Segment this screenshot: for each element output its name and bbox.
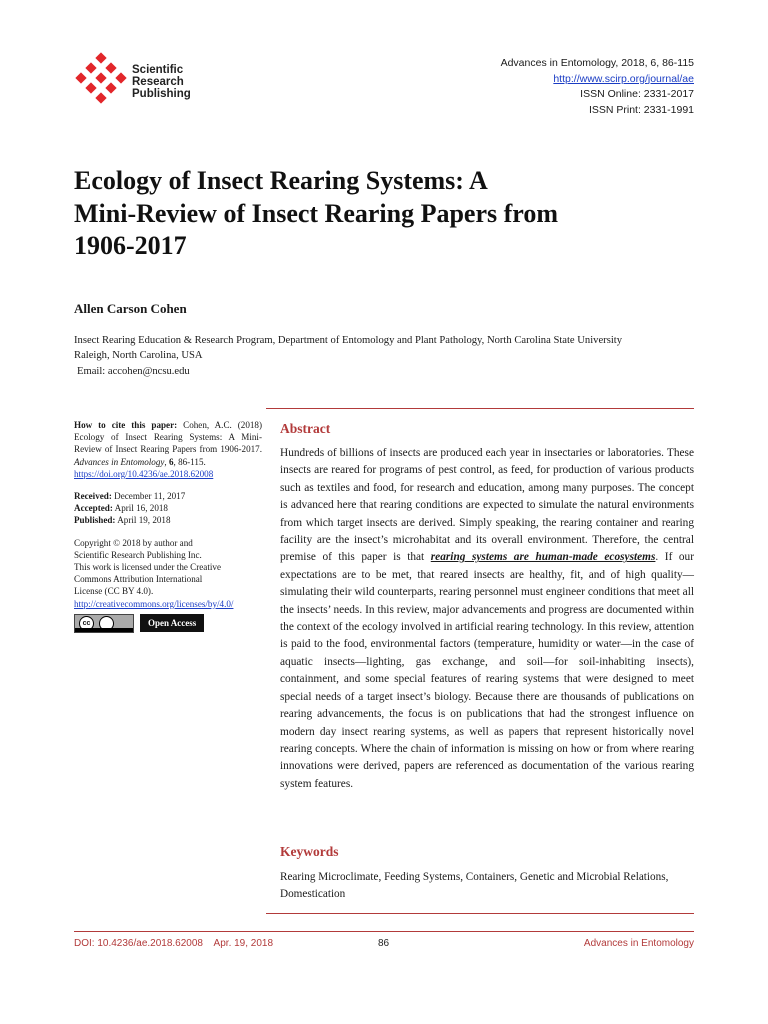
- cc-icon: cc: [79, 616, 94, 631]
- open-access-badge: Open Access: [140, 614, 204, 632]
- issn-online: ISSN Online: 2331-2017: [580, 88, 694, 100]
- cite-pages: , 86-115.: [173, 456, 206, 467]
- page-footer: [74, 938, 694, 949]
- keywords-text: Rearing Microclimate, Feeding Systems, Containers, Genetic and Microbial Relations, Domestication: [280, 871, 669, 900]
- abstract-text-part: . If our expectations are to be met, that reared insects are healthy, fit, and of high quality—simulating their wild counterparts, rearing personnel must engineer conditions that meet all the insects’ needs. In this review, major advancements and progress are documented within the context of the ecology involved in artificial rearing technology. In this review, attention is paid to the food, environmental factors (temperature, humidity or water—in the case of aquatic insects—lighting, gas exchange, and soil—for soil-inhabiting insects), containment, and some special features of rearing systems that were designed to meet special needs of a target insect’s biology. Because there are thousands of publications on rearing advancements, the focus is on publications that had the strongest influence on modern day insect rearing systems, as well as papers that represent historically novel rearing concepts. Where the chain of information is missing on how or from where rearing innovations were derived, papers are referenced as documentation of the various rearing system features.: [280, 551, 695, 790]
- affiliation-line: Insect Rearing Education & Research Program, Department of Entomology and Plant Pathology, North Carolina State University: [74, 335, 623, 346]
- keywords-bottom-rule: [266, 913, 694, 914]
- doi-link[interactable]: https://doi.org/10.4236/ae.2018.62008: [74, 468, 214, 479]
- copyright-line: Copyright © 2018 by author and: [74, 537, 193, 548]
- how-to-cite: [74, 419, 262, 480]
- journal-info: [501, 56, 694, 118]
- published-date: [74, 514, 262, 526]
- footer-rule: [74, 931, 694, 932]
- date-value: April 19, 2018: [115, 515, 171, 526]
- affiliation: [74, 333, 714, 363]
- cite-text: Cohen, A.C. (2018) Ecology of Insect Rearing Systems: A Mini-Review of Insect Rearing Papers from 1906-2017.: [74, 420, 262, 455]
- date-value: April 16, 2018: [112, 503, 168, 514]
- cc-by-badge-icon[interactable]: [74, 614, 134, 633]
- copyright-notice: [74, 537, 262, 610]
- date-label: Published:: [74, 515, 116, 526]
- cite-separator: ,: [164, 456, 169, 467]
- logo-text-line: Research: [132, 76, 184, 88]
- abstract-text-part: Hundreds of billions of insects are produced each year in insectaries or laboratories. These insects are reared for programs of pest control, as feed, for production of various products such as textiles and food, for research and education, among many purposes. The concept is advanced here that rearing conditions are expected to simulate the natural environments from which target insects are derived. Simply speaking, the rearing container and rearing facility are the insect’s microhabitat and its overall environment. Therefore, the central premise of this paper is that: [280, 447, 694, 564]
- cite-label: How to cite this paper:: [74, 420, 178, 430]
- keywords-heading: Keywords: [280, 844, 339, 859]
- affiliation-line: Raleigh, North Carolina, USA: [74, 350, 203, 361]
- date-value: December 11, 2017: [111, 491, 186, 502]
- received-date: [74, 490, 262, 502]
- license-link[interactable]: http://creativecommons.org/licenses/by/4.0/: [74, 598, 234, 609]
- title-line: 1906-2017: [74, 231, 187, 260]
- abstract-heading: Abstract: [280, 421, 331, 436]
- abstract-top-rule: [266, 408, 694, 409]
- logo-text-line: Publishing: [132, 88, 191, 100]
- issn-print: ISSN Print: 2331-1991: [588, 103, 694, 116]
- title-line: Mini-Review of Insect Rearing Papers from: [74, 198, 559, 228]
- publication-dates: [74, 490, 262, 527]
- date-label: Accepted:: [74, 503, 113, 514]
- logo-text-line: Scientific: [132, 64, 184, 76]
- journal-url-link[interactable]: http://www.scirp.org/journal/ae: [553, 72, 694, 85]
- copyright-line: Scientific Research Publishing Inc.: [74, 549, 202, 560]
- accepted-date: [74, 502, 262, 514]
- author-email: Email: accohen@ncsu.edu: [77, 366, 190, 377]
- copyright-line: This work is licensed under the Creative: [74, 562, 221, 573]
- copyright-line: License (CC BY 4.0).: [74, 586, 154, 597]
- abstract-emphasis: rearing systems are human-made ecosystems: [430, 551, 656, 564]
- abstract-text: [280, 445, 694, 793]
- paper-title: [74, 165, 684, 263]
- publisher-logo: [74, 52, 204, 108]
- badge-bar: [75, 628, 133, 632]
- article-sidebar: [74, 419, 262, 633]
- title-line: Ecology of Insect Rearing Systems: A: [74, 166, 488, 195]
- author-name: Allen Carson Cohen: [74, 301, 187, 316]
- cite-volume: 6: [168, 456, 174, 467]
- page-number: 86: [378, 938, 390, 949]
- cite-journal: Advances in Entomology: [74, 456, 165, 467]
- footer-journal: Advances in Entomology: [583, 938, 694, 949]
- license-badges: [74, 614, 262, 633]
- publisher-logo-icon: [74, 52, 130, 108]
- copyright-line: Commons Attribution International: [74, 574, 203, 585]
- date-label: Received:: [74, 491, 112, 502]
- journal-citation: Advances in Entomology, 2018, 6, 86-115: [500, 57, 694, 69]
- footer-doi: DOI: 10.4236/ae.2018.62008 Apr. 19, 2018: [74, 938, 274, 949]
